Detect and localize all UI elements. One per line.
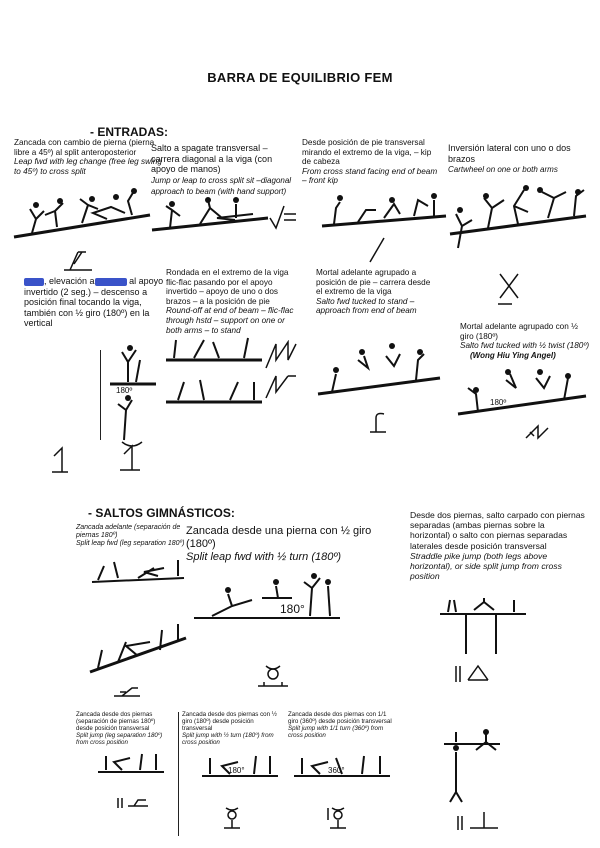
degree-label-360: 360° (328, 766, 345, 775)
entry-2-text (151, 143, 293, 198)
jump-6-en: Split jump with 1/1 turn (360º) from cross position (288, 725, 384, 739)
handstand-figure (108, 340, 158, 450)
entry-1-text (14, 138, 164, 176)
split-leap-figure (88, 552, 188, 682)
split-sit-symbol-icon (268, 202, 298, 232)
entry-7-text (316, 268, 438, 316)
split-jump-full-turn-symbol-icon (326, 806, 350, 830)
jump-2-en: Split leap fwd with ½ turn (180º) (186, 551, 342, 563)
salto-twist-figure (456, 366, 588, 420)
jump-4-es: Zancada desde dos piernas (separación de piernas 180º) desde posición transversal (76, 711, 156, 732)
entry-7-en: Salto fwd tucked to stand – approach from end of beam (316, 296, 417, 316)
divider-line (100, 350, 101, 440)
handstand-symbol-icon (48, 444, 74, 474)
entry-4-en: Cartwheel on one or both arms (448, 165, 558, 174)
front-kip-symbol-icon (366, 236, 388, 264)
degree-label-180: 180º (490, 398, 507, 407)
jump-6-text (288, 711, 392, 739)
entry-4-es: Inversión lateral con uno o dos brazos (448, 143, 571, 164)
cartwheel-symbol-icon (496, 270, 522, 306)
front-kip-figure (318, 192, 448, 238)
entry-6-text (166, 268, 296, 335)
entry-5-es-a: , elevación a (44, 276, 95, 286)
degree-label-180: 180º (116, 386, 133, 395)
section-heading-saltos: - SALTOS GIMNÁSTICOS: (88, 506, 235, 520)
jump-4-text (76, 711, 172, 746)
entry-8-es: Mortal adelante agrupado con ½ giro (180º) (460, 322, 578, 341)
round-off-figure (164, 330, 264, 410)
leap-sequence-figure (12, 185, 152, 245)
jump-5-en: Split jump with ½ turn (180º) from cross position (182, 732, 274, 746)
entry-2-en: Jump or leap to cross split sit –diagonal approach to beam (with hand support) (151, 175, 292, 196)
flic-flac-symbol-icon (264, 372, 298, 400)
degree-label-180: 180° (228, 766, 245, 775)
split-leap-symbol-icon (112, 684, 142, 700)
page-title: BARRA DE EQUILIBRIO FEM (207, 70, 393, 85)
straddle-jump-figure (436, 596, 528, 656)
entry-3-text (302, 138, 442, 186)
entry-8-en: Salto fwd tucked with ½ twist (180º) (460, 341, 590, 351)
handstand-turn-symbol-icon (116, 440, 146, 474)
jump-6-es: Zancada desde dos piernas con 1/1 giro (360º) desde posición transversal (288, 711, 392, 725)
entry-8-text (460, 322, 590, 360)
jump-4-en: Split jump (leg separation 180º) from cross position (76, 732, 163, 746)
salto-fwd-symbol-icon (368, 410, 390, 434)
entry-5-text (24, 276, 164, 329)
entry-1-en: Leap fwd with leg change (free leg swing to 45º) to cross split (14, 157, 162, 176)
entry-3-es: Desde posición de pie transversal mirando el extremo de la viga, – kip de cabeza (302, 138, 432, 167)
section-heading-entradas: - ENTRADAS: (90, 125, 168, 139)
jump-5-text (182, 711, 282, 746)
jump-1-es: Zancada adelante (separación de piernas 180º) (76, 524, 181, 539)
split-jump-full-turn-figure (292, 750, 392, 780)
entry-4-text (448, 143, 588, 176)
straddle-jump-symbol-icon (454, 662, 494, 686)
split-sit-figure (150, 194, 270, 240)
entry-6-en: Round-off at end of beam – flic-flac through hstd – support on one or both arms – to stand (166, 306, 294, 335)
salto-fwd-figure (312, 330, 442, 402)
round-off-symbol-icon (264, 340, 298, 370)
jump-3-text (410, 510, 586, 581)
jump-1-text (76, 524, 186, 548)
entry-1-es: Zancada con cambio de pierna (pierna libre a 45º) al split anteroposterior (14, 138, 155, 157)
jump-2-text (186, 525, 386, 564)
entry-2-es: Salto a spagate transversal – carrera diagonal a la viga (con apoyo de manos) (151, 143, 273, 174)
degree-label-180: 180° (280, 602, 305, 616)
entry-7-es: Mortal adelante agrupado a posición de pie – carrera desde el extremo de la viga (316, 268, 431, 297)
jump-1-en: Split leap fwd (leg separation 180º) (76, 540, 185, 547)
split-jump-half-turn-figure (200, 750, 280, 780)
divider-line (178, 712, 179, 836)
redacted-mark (95, 278, 127, 286)
side-split-jump-figure (440, 728, 504, 804)
split-jump-symbol-icon (116, 796, 150, 810)
jump-3-es: Desde dos piernas, salto carpado con piernas separadas (ambas piernas sobre la horizontal) o salto con piernas separadas laterales desde posición transversal (410, 510, 585, 551)
cartwheel-figure (448, 182, 588, 250)
split-leap-turn-symbol-icon (256, 664, 290, 690)
gymnast-name: (Wong Hiu Ying Angel) (470, 350, 556, 360)
jump-2-es: Zancada desde una pierna con ½ giro (180º) (186, 525, 372, 550)
jump-3-en: Straddle pike jump (both legs above horizontal), or side split jump from cross position (410, 550, 562, 582)
entry-3-en: From cross stand facing end of beam – front kip (302, 166, 438, 186)
jump-5-es: Zancada desde dos piernas con ½ giro (180º) desde posición transversal (182, 711, 277, 732)
entry-6-es: Rondada en el extremo de la viga flic-flac pasando por el apoyo invertido – apoyo de uno o dos brazos – a la posición de pie (166, 268, 289, 306)
split-jump-figure (96, 748, 166, 776)
side-split-jump-symbol-icon (456, 808, 502, 832)
redacted-mark (24, 278, 44, 286)
leap-symbol-icon (60, 248, 96, 274)
split-jump-half-turn-symbol-icon (222, 806, 242, 830)
entry-5-es-b: al apoyo invertido (2 seg.) – descenso a posición final tocando la viga, también con ½ giro (180º) en la vertical (24, 276, 164, 328)
split-leap-turn-figure (192, 568, 342, 628)
salto-twist-symbol-icon (524, 422, 550, 442)
